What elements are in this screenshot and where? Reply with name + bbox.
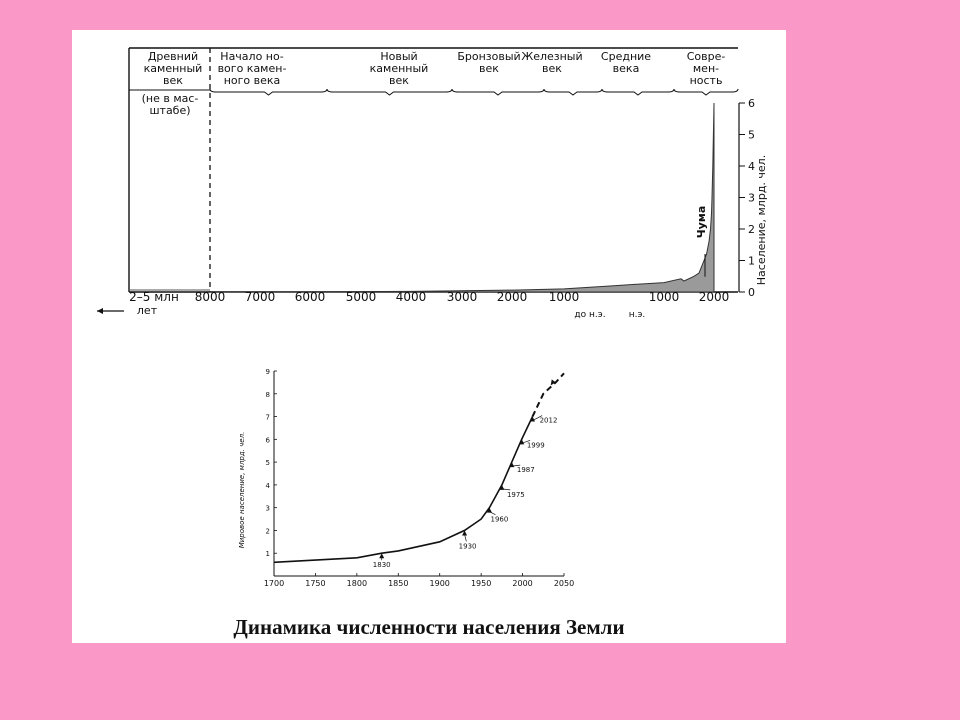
milestone-label: 1987 bbox=[516, 466, 535, 475]
x-tick-label: 3000 bbox=[446, 290, 478, 304]
era-label-line: Бронзовый bbox=[457, 50, 521, 63]
x-tick-label: 6000 bbox=[294, 290, 326, 304]
x-tick-label: 2050 bbox=[553, 579, 575, 588]
y-tick-label: 5 bbox=[748, 128, 755, 142]
y-tick-label: 7 bbox=[265, 413, 270, 422]
era-label-line: века bbox=[612, 62, 640, 75]
era-label-line: каменный bbox=[369, 62, 429, 75]
era-label-line: Железный bbox=[521, 50, 583, 63]
y-tick-label: 5 bbox=[265, 459, 270, 468]
x-tick-label: 5000 bbox=[345, 290, 377, 304]
chart2-y-axis-label: Мировое население, млрд. чел. bbox=[238, 431, 246, 549]
era-label-line: век bbox=[163, 74, 183, 87]
y-tick-label: 6 bbox=[265, 436, 270, 445]
milestone-label: 1975 bbox=[506, 490, 525, 499]
population-line-historical bbox=[274, 417, 533, 563]
projection-arrow-icon bbox=[551, 379, 556, 385]
milestone-label: 2012 bbox=[539, 416, 558, 425]
x-tick-label: 7000 bbox=[244, 290, 276, 304]
y-tick-label: 1 bbox=[265, 550, 270, 559]
x-tick-label: 1900 bbox=[429, 579, 450, 588]
y-tick-label: 9 bbox=[265, 368, 270, 376]
milestone-label: 1999 bbox=[526, 441, 545, 450]
not-to-scale-line: штабе) bbox=[149, 104, 191, 117]
x-tick-label: 4000 bbox=[395, 290, 427, 304]
milestone-label: 1930 bbox=[458, 542, 477, 551]
y-tick-label: 4 bbox=[265, 481, 270, 490]
milestone-label: 1830 bbox=[372, 561, 391, 570]
milestone-pointer bbox=[465, 534, 467, 541]
era-label-line: век bbox=[479, 62, 499, 75]
era-label-line: ность bbox=[689, 74, 723, 87]
era-label-line: Средние bbox=[600, 50, 652, 63]
x-sublabel-years: лет bbox=[136, 304, 158, 317]
era-label-line: век bbox=[542, 62, 562, 75]
plague-annotation: Чума bbox=[695, 205, 708, 239]
slide bbox=[72, 30, 786, 643]
x-tick-label: 1000 bbox=[548, 290, 580, 304]
x-tick-label: 1850 bbox=[388, 579, 409, 588]
era-label-line: Новый bbox=[380, 50, 418, 63]
slide-caption: Динамика численности населения Земли bbox=[233, 615, 625, 639]
not-to-scale-line: (не в мас- bbox=[141, 92, 199, 105]
x-tick-label: 1700 bbox=[263, 579, 285, 588]
x-tick-label: 2–5 млн bbox=[129, 290, 179, 304]
x-tick-label: 1950 bbox=[470, 579, 492, 588]
x-tick-label: 1000 bbox=[648, 290, 680, 304]
x-tick-label: 1750 bbox=[305, 579, 326, 588]
population-line-projection bbox=[533, 373, 565, 416]
milestone-label: 1960 bbox=[490, 515, 509, 524]
y-tick-label: 8 bbox=[265, 390, 270, 399]
era-label-line: каменный bbox=[143, 62, 203, 75]
era-label-line: мен- bbox=[692, 62, 720, 75]
y-tick-label: 3 bbox=[265, 504, 270, 513]
x-tick-label: 1800 bbox=[346, 579, 368, 588]
y-tick-label: 0 bbox=[748, 286, 755, 299]
x-sublabel-bce: до н.э. bbox=[574, 310, 606, 320]
x-tick-label: 2000 bbox=[512, 579, 533, 588]
era-label-line: Совре- bbox=[686, 50, 726, 63]
y-tick-label: 3 bbox=[748, 191, 755, 205]
y-tick-label: 2 bbox=[265, 527, 270, 536]
era-label-line: Древний bbox=[147, 50, 199, 63]
x-tick-label: 2000 bbox=[698, 290, 730, 304]
era-label-line: Начало но- bbox=[220, 50, 284, 63]
world-population-chart bbox=[72, 30, 786, 610]
y-tick-label: 4 bbox=[748, 160, 755, 173]
x-tick-label: 8000 bbox=[194, 290, 226, 304]
era-label-line: век bbox=[389, 74, 409, 87]
era-label-line: вого камен- bbox=[217, 62, 287, 75]
y-tick-label: 1 bbox=[748, 254, 755, 268]
y-tick-label: 2 bbox=[748, 223, 755, 236]
x-tick-label: 2000 bbox=[496, 290, 528, 304]
x-sublabel-ce: н.э. bbox=[628, 310, 646, 320]
y-tick-label: 6 bbox=[748, 97, 755, 110]
chart1-y-axis-label: Население, млрд. чел. bbox=[755, 154, 768, 286]
era-label-line: ного века bbox=[223, 74, 281, 87]
milestone-pointer bbox=[489, 512, 495, 515]
